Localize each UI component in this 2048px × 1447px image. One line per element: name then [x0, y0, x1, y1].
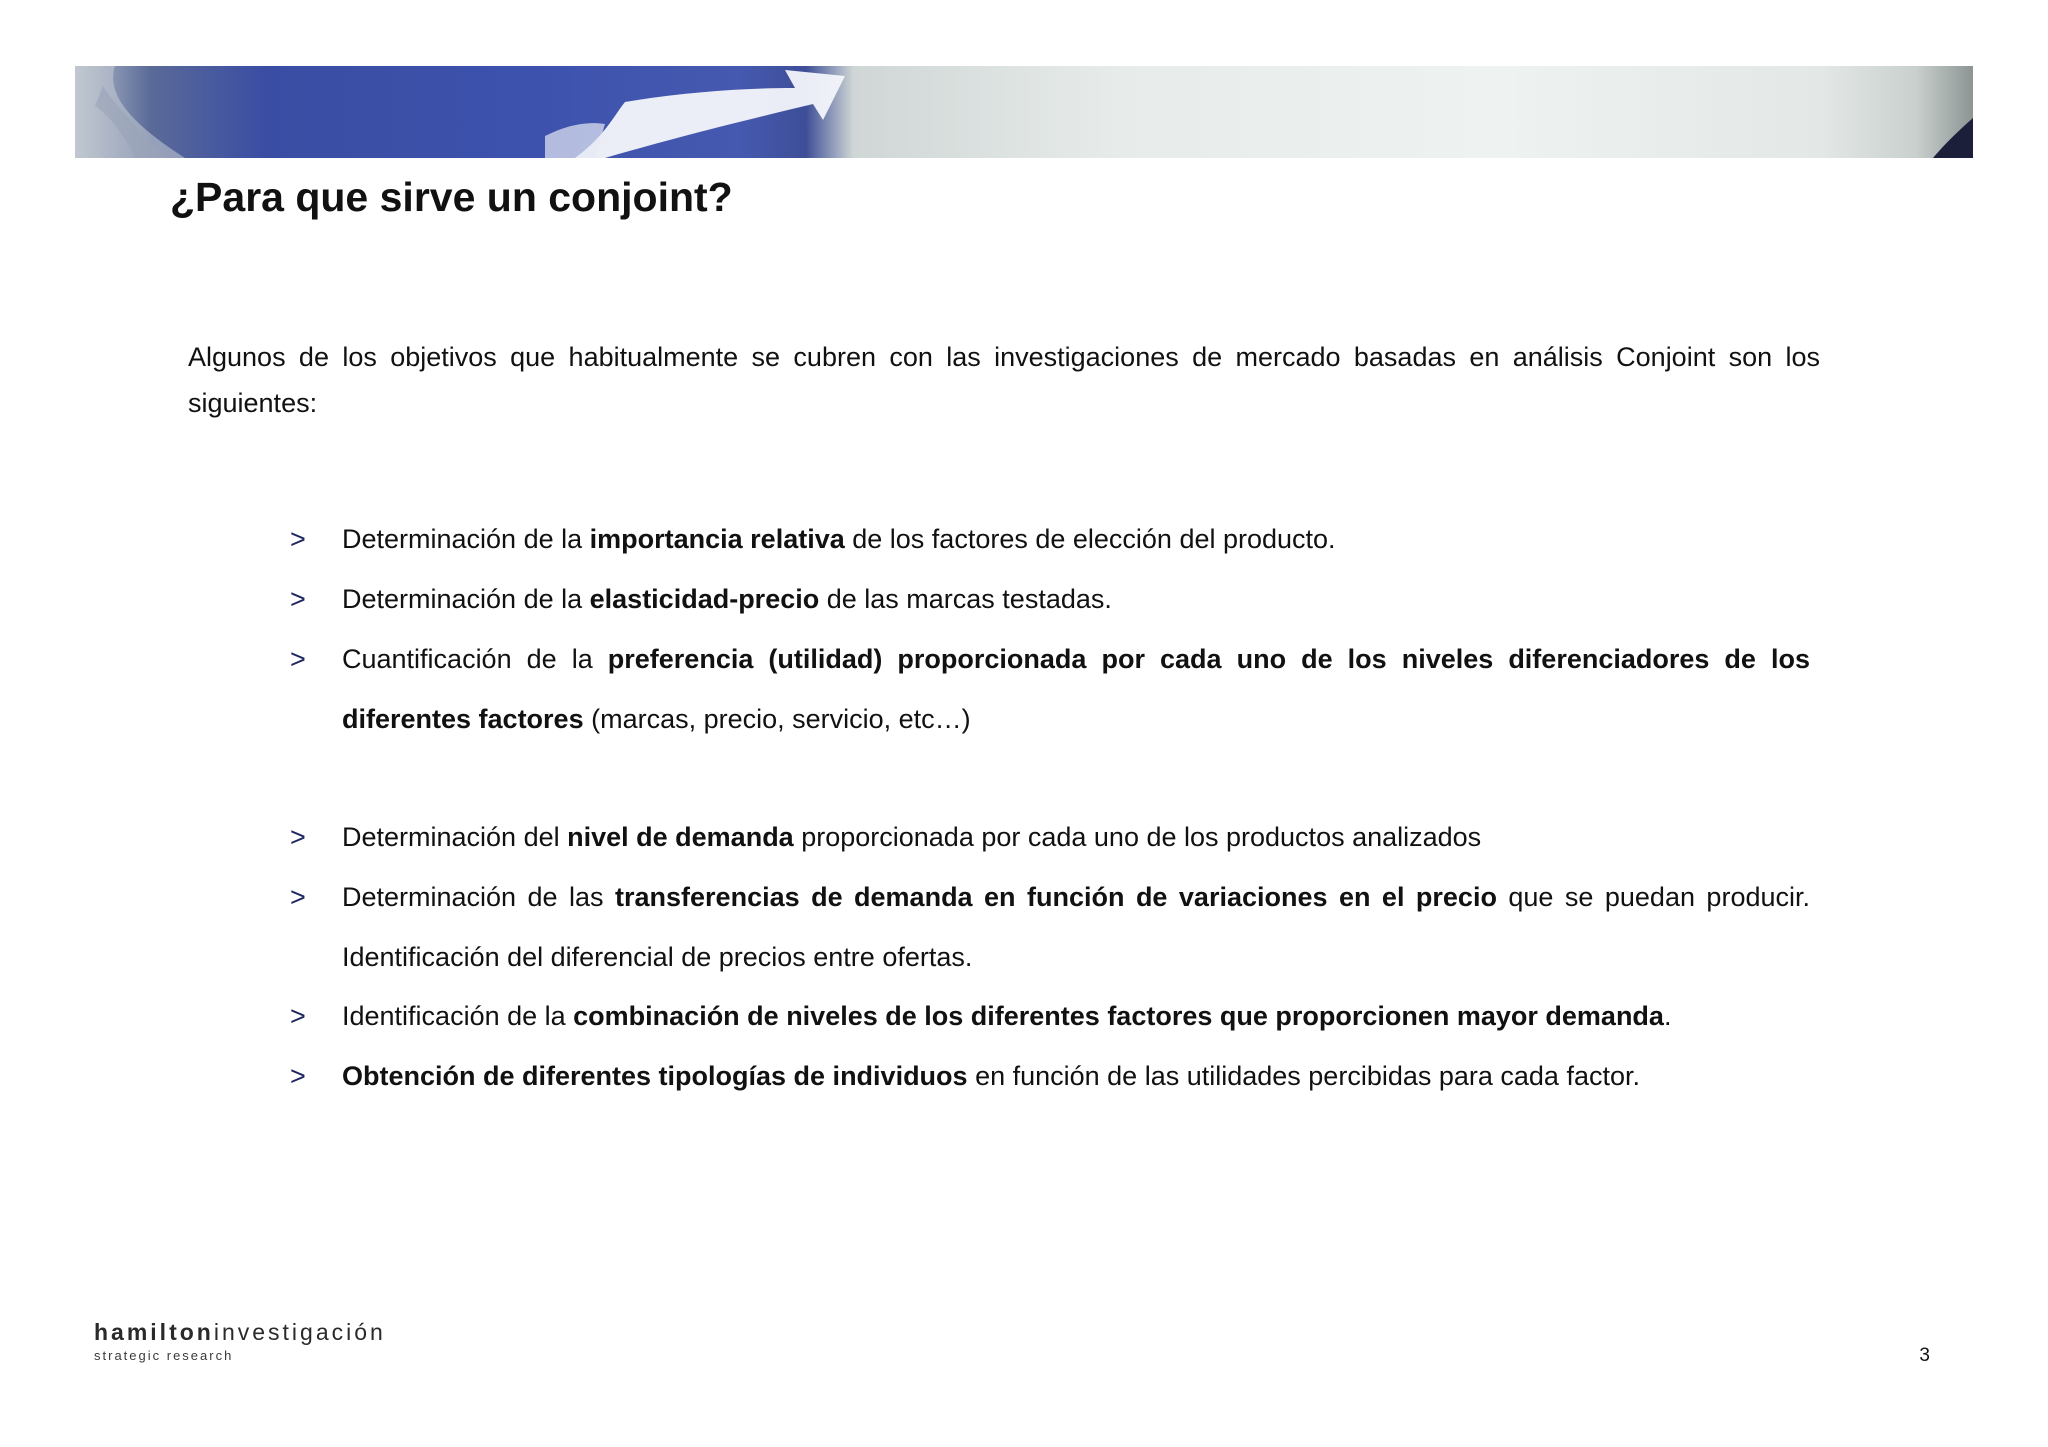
bullet-marker: > — [290, 584, 306, 614]
list-item-text: Determinación de la importancia relativa de los factores de elección del producto. — [342, 524, 1336, 554]
list-item — [290, 569, 1810, 629]
list-item — [290, 867, 1810, 987]
bullet-marker: > — [290, 644, 306, 674]
bullet-marker: > — [290, 882, 306, 912]
list-item — [290, 629, 1810, 749]
page-number: 3 — [1919, 1345, 1930, 1366]
intro-paragraph: Algunos de los objetivos que habitualmente se cubren con las investigaciones de mercado basadas en análisis Conjoint son los siguientes: — [188, 342, 1820, 418]
logo-tagline: strategic research — [94, 1348, 234, 1363]
list-item-text: Identificación de la combinación de niveles de los diferentes factores que proporcionen mayor demanda. — [342, 1001, 1672, 1031]
arrow-up-right-icon — [545, 66, 865, 158]
list-item-text: Obtención de diferentes tipologías de individuos en función de las utilidades percibidas para cada factor. — [342, 1061, 1640, 1091]
slide-title: ¿Para que sirve un conjoint? — [170, 174, 733, 220]
list-item-text: Cuantificación de la preferencia (utilidad) proporcionada por cada uno de los niveles diferenciadores de los diferentes factores (marcas, precio, servicio, etc…) — [342, 644, 1810, 734]
list-item-text: Determinación del nivel de demanda proporcionada por cada uno de los productos analizados — [342, 822, 1482, 852]
list-item — [290, 1046, 1810, 1106]
company-logo — [94, 1318, 414, 1368]
list-item — [290, 986, 1810, 1046]
bullet-marker: > — [290, 1001, 306, 1031]
banner-shape-decoration — [75, 66, 185, 158]
list-item-text: Determinación de la elasticidad-precio de las marcas testadas. — [342, 584, 1112, 614]
list-item — [290, 807, 1810, 867]
header-banner-image — [75, 66, 1973, 158]
list-item — [290, 509, 1810, 569]
logo-wordmark: hamiltoninvestigación — [94, 1319, 386, 1345]
bullet-marker: > — [290, 822, 306, 852]
bullet-marker: > — [290, 1061, 306, 1091]
list-item-text: Determinación de las transferencias de demanda en función de variaciones en el precio que se puedan producir. Identificación del diferencial de precios entre ofertas. — [342, 882, 1810, 972]
bullet-marker: > — [290, 524, 306, 554]
banner-corner-decoration — [1933, 118, 1973, 158]
